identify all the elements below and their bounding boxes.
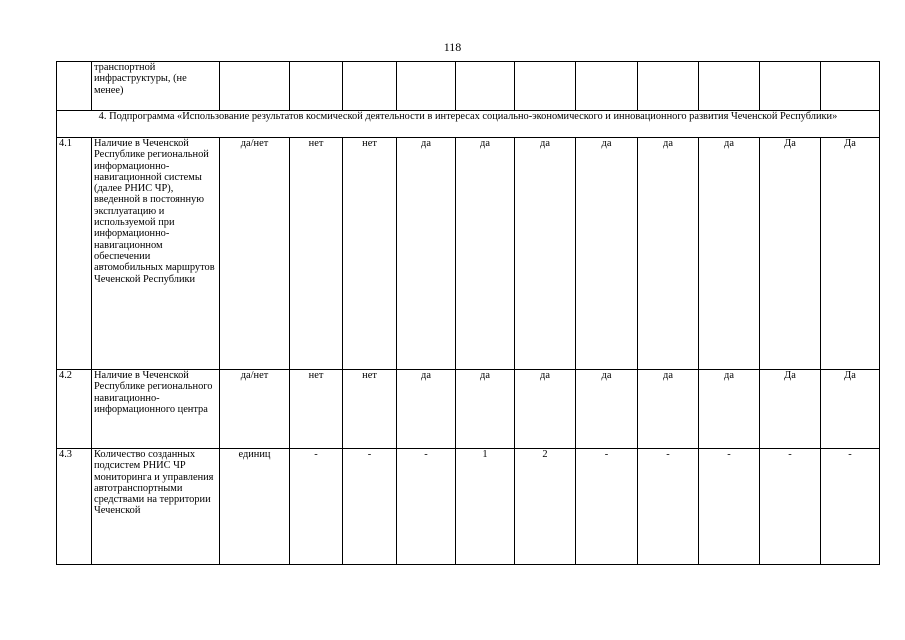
value-cell: да (576, 370, 638, 449)
row-number-cell (57, 62, 92, 111)
value-cell: Да (760, 370, 821, 449)
value-cell: да (699, 370, 760, 449)
indicators-table (56, 61, 880, 565)
value-cell: да (699, 138, 760, 370)
indicator-cell: Количество созданных подсистем РНИС ЧР мониторинга и управления автотранспортными средствами на территории Чеченской (92, 449, 220, 565)
value-cell: нет (343, 370, 397, 449)
value-cell: да (397, 138, 456, 370)
value-cell: да (397, 370, 456, 449)
table-row-continuation (57, 62, 880, 111)
value-cell (576, 62, 638, 111)
unit-cell: единиц (220, 449, 290, 565)
value-cell: Да (821, 138, 880, 370)
value-cell (290, 62, 343, 111)
value-cell: да (515, 370, 576, 449)
row-number-cell: 4.3 (57, 449, 92, 565)
row-number-cell: 4.2 (57, 370, 92, 449)
value-cell (515, 62, 576, 111)
page-number: 118 (443, 40, 462, 54)
value-cell: 2 (515, 449, 576, 565)
value-cell: - (290, 449, 343, 565)
table-row (57, 370, 880, 449)
value-cell: да (456, 138, 515, 370)
value-cell: - (638, 449, 699, 565)
value-cell (699, 62, 760, 111)
indicator-cell: Наличие в Чеченской Республике региональной информационно-навигационной системы (далее РНИС ЧР), введенной в постоянную эксплуатацию и используемой при информационно-навигационном обеспечении автомобильных маршрутов Чеченской Республики (92, 138, 220, 370)
value-cell: - (760, 449, 821, 565)
value-cell (638, 62, 699, 111)
value-cell: да (456, 370, 515, 449)
value-cell: Да (760, 138, 821, 370)
value-cell: 1 (456, 449, 515, 565)
value-cell: да (638, 138, 699, 370)
indicator-cell: транспортной инфраструктуры, (не менее) (92, 62, 220, 111)
section-row (57, 111, 880, 138)
unit-cell: да/нет (220, 370, 290, 449)
value-cell (456, 62, 515, 111)
table-row (57, 449, 880, 565)
table-row (57, 138, 880, 370)
unit-cell (220, 62, 290, 111)
value-cell (343, 62, 397, 111)
value-cell: нет (290, 370, 343, 449)
unit-cell: да/нет (220, 138, 290, 370)
value-cell: - (397, 449, 456, 565)
row-number-cell: 4.1 (57, 138, 92, 370)
section-title: 4. Подпрограмма «Использование результатов космической деятельности в интересах социально-экономического и инновационного развития Чеченской Республики» (57, 111, 880, 138)
value-cell: нет (343, 138, 397, 370)
value-cell: да (576, 138, 638, 370)
value-cell (821, 62, 880, 111)
value-cell: да (638, 370, 699, 449)
value-cell: нет (290, 138, 343, 370)
value-cell: - (343, 449, 397, 565)
value-cell: - (699, 449, 760, 565)
value-cell: - (821, 449, 880, 565)
value-cell (397, 62, 456, 111)
value-cell (760, 62, 821, 111)
value-cell: - (576, 449, 638, 565)
value-cell: да (515, 138, 576, 370)
indicator-cell: Наличие в Чеченской Республике регионального навигационно-информационного центра (92, 370, 220, 449)
value-cell: Да (821, 370, 880, 449)
